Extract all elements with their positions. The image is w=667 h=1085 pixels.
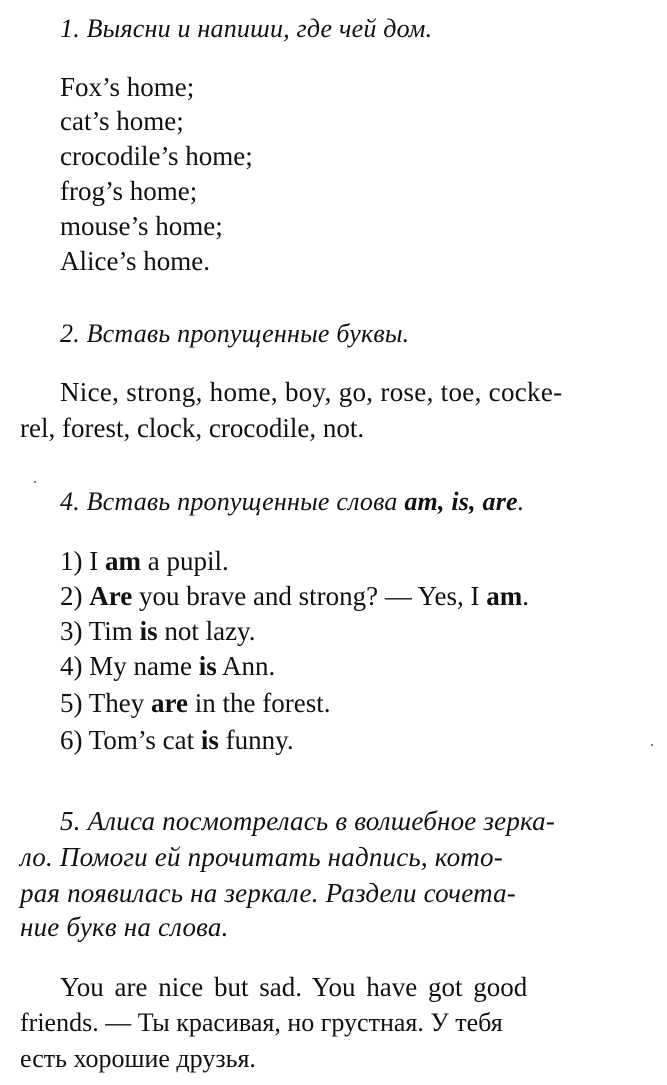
section-4-heading-words: am, is, are — [404, 487, 518, 516]
home-list-item: mouse’s home; — [60, 211, 223, 241]
item-text: you brave and strong? — Yes, I — [132, 581, 487, 611]
section-4-heading-text: 4. Вставь пропущенные слова — [60, 487, 398, 516]
item-number: 4) — [60, 651, 83, 681]
item-answer: are — [151, 688, 188, 718]
item-text: My name — [82, 651, 199, 681]
section-2-text-line: Nice, strong, home, boy, go, rose, toe, cocke- — [60, 377, 563, 407]
item-answer: am — [105, 546, 141, 576]
item-text: Tom’s cat — [82, 725, 201, 755]
section-4-heading-end: . — [517, 487, 525, 516]
item-answer: Are — [89, 581, 133, 611]
item-number: 1) — [60, 546, 83, 576]
item-number: 3) — [60, 616, 83, 646]
item-text: They — [82, 688, 151, 718]
item-number: 2) — [60, 581, 83, 611]
exercise-item — [60, 548, 229, 575]
answer-line: You are nice but sad. You have got good — [60, 972, 528, 1002]
section-5-heading-line: ло. Помоги ей прочитать надпись, кото- — [20, 842, 503, 872]
item-text: . — [522, 581, 529, 611]
item-answer: is — [139, 616, 158, 646]
section-5-heading-line: рая появилась на зеркале. Раздели сочета- — [20, 878, 516, 908]
exercise-item — [60, 653, 275, 680]
item-answer: is — [200, 725, 219, 755]
item-number: 6) — [60, 725, 83, 755]
exercise-item — [60, 583, 529, 610]
section-5-heading-line: ние букв на слова. — [20, 912, 229, 942]
section-2-heading: 2. Вставь пропущенные буквы. — [60, 319, 410, 348]
item-text: Tim — [82, 616, 140, 646]
item-text: not lazy. — [157, 616, 256, 646]
page-speck — [34, 481, 36, 483]
section-5-heading-line: 5. Алиса посмотрелась в волшебное зерка- — [60, 806, 556, 836]
home-list-item: Fox’s home; — [60, 72, 195, 102]
answer-line: есть хорошие друзья. — [20, 1044, 256, 1073]
exercise-item — [60, 690, 330, 717]
item-number: 5) — [60, 688, 83, 718]
page-speck — [651, 744, 653, 746]
home-list-item: cat’s home; — [60, 106, 184, 136]
answer-line: friends. — Ты красивая, но грустная. У тебя — [20, 1008, 503, 1037]
item-answer: is — [198, 651, 217, 681]
section-2-text-line: rel, forest, clock, crocodile, not. — [20, 413, 365, 443]
section-1-heading: 1. Выясни и напиши, где чей дом. — [60, 14, 433, 43]
item-text: funny. — [218, 725, 294, 755]
item-text: a pupil. — [141, 546, 229, 576]
home-list-item: Alice’s home. — [60, 246, 210, 276]
item-text: Ann. — [216, 651, 276, 681]
exercise-item — [60, 618, 256, 645]
item-answer: am — [486, 581, 523, 611]
section-4-heading — [60, 489, 524, 515]
item-text: I — [82, 546, 105, 576]
exercise-item — [60, 727, 294, 754]
item-text: in the forest. — [187, 688, 331, 718]
home-list-item: crocodile’s home; — [60, 141, 253, 171]
home-list-item: frog’s home; — [60, 176, 198, 206]
